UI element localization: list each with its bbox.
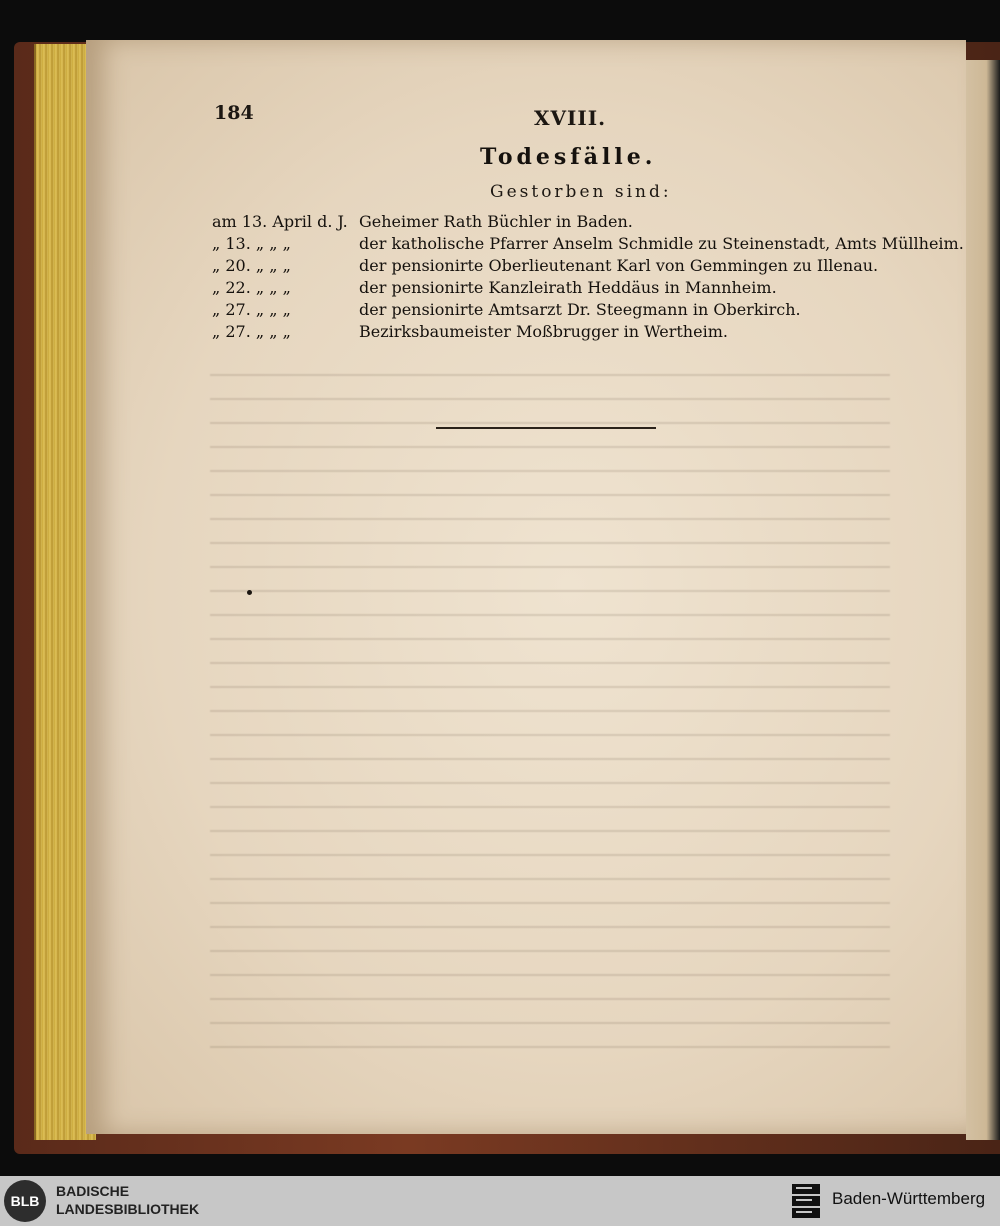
entry-text: Bezirksbaumeister Moßbrugger in Wertheim.	[359, 322, 728, 341]
list-item	[212, 300, 902, 322]
list-item	[212, 278, 902, 300]
entry-date: am 13. April d. J.	[212, 212, 348, 231]
page-number: 184	[214, 102, 254, 124]
list-item	[212, 234, 964, 256]
entry-date: „ 27. „ „ „	[212, 322, 291, 341]
list-item	[212, 212, 902, 234]
list-item	[212, 322, 902, 344]
page-header	[214, 102, 884, 132]
state-name[interactable]: Baden-Württemberg	[832, 1189, 986, 1208]
list-item	[212, 256, 902, 278]
section-number: XVIII.	[534, 106, 607, 130]
library-name[interactable]	[56, 1182, 199, 1218]
entry-text: Geheimer Rath Büchler in Baden.	[359, 212, 633, 231]
library-name-line1: BADISCHE	[56, 1183, 130, 1199]
library-name-line2: LANDESBIBLIOTHEK	[56, 1201, 200, 1217]
page-right-edge	[966, 60, 1000, 1140]
entry-text: der pensionirte Oberlieutenant Karl von Gemmingen zu Illenau.	[359, 256, 879, 275]
section-title: Todesfälle.	[480, 144, 657, 170]
section-divider	[436, 427, 656, 429]
blb-logo[interactable]: BLB	[4, 1180, 46, 1222]
entry-date: „ 20. „ „ „	[212, 256, 291, 275]
baden-wuerttemberg-lions-icon[interactable]	[790, 1182, 822, 1220]
section-subtitle: Gestorben sind:	[490, 182, 672, 202]
entry-text: der pensionirte Kanzleirath Heddäus in Mannheim.	[359, 278, 777, 297]
entry-date: „ 22. „ „ „	[212, 278, 291, 297]
death-entries-list	[212, 212, 964, 344]
entry-date: „ 13. „ „ „	[212, 234, 291, 253]
entry-text: der pensionirte Amtsarzt Dr. Steegmann in Oberkirch.	[359, 300, 801, 319]
footer-bar	[0, 1176, 1000, 1226]
ink-dot	[247, 590, 252, 595]
entry-date: „ 27. „ „ „	[212, 300, 291, 319]
entry-text: der katholische Pfarrer Anselm Schmidle zu Steinenstadt, Amts Müllheim.	[359, 234, 964, 253]
bleed-through-text	[210, 360, 890, 1060]
